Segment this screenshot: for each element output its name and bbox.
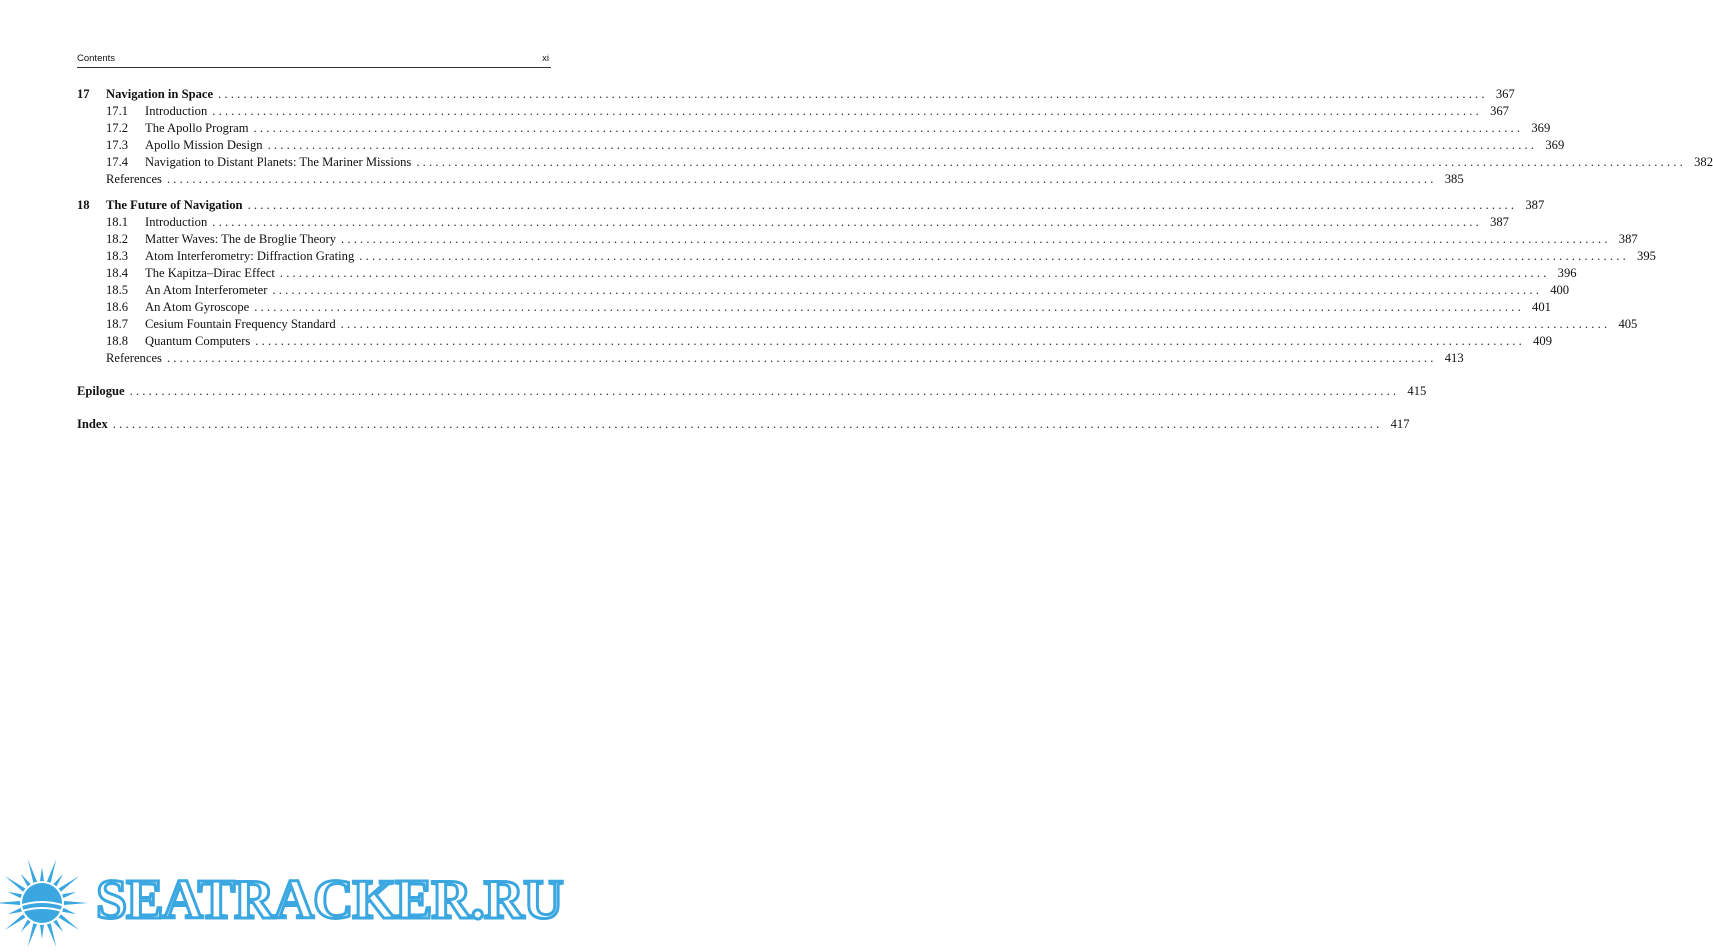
section-title: Apollo Mission Design — [145, 138, 263, 152]
dot-leader: ........................................................................................................................................................................................................ — [247, 198, 1518, 212]
toc-epilogue[interactable] — [77, 383, 1427, 400]
dot-leader: ........................................................................................................................................................................................................ — [341, 232, 1611, 246]
section-title: Cesium Fountain Frequency Standard — [145, 317, 336, 331]
toc-section-18-3[interactable] — [77, 248, 1656, 265]
section-number: 18.8 — [106, 334, 129, 348]
section-title: An Atom Interferometer — [145, 283, 268, 297]
page-ref: 401 — [1532, 300, 1551, 314]
section-number: 17.3 — [106, 138, 129, 152]
section-number: 18.7 — [106, 317, 129, 331]
section-title: Introduction — [145, 215, 208, 229]
dot-leader: ........................................................................................................................................................................................................ — [416, 155, 1686, 169]
toc-section-18-7[interactable] — [77, 316, 1638, 333]
running-header — [77, 51, 551, 68]
dot-leader: ........................................................................................................................................................................................................ — [129, 384, 1400, 398]
page-ref: 409 — [1533, 334, 1552, 348]
section-title: Quantum Computers — [145, 334, 251, 348]
page-ref: 367 — [1495, 87, 1515, 101]
page-ref: 385 — [1444, 172, 1464, 186]
toc-section-18-1[interactable] — [77, 214, 1509, 231]
dot-leader: ........................................................................................................................................................................................................ — [166, 351, 1437, 365]
page-ref: 396 — [1557, 266, 1577, 280]
toc-section-17-2[interactable] — [77, 120, 1551, 137]
toc-references-17[interactable] — [77, 171, 1464, 188]
toc-section-18-6[interactable] — [77, 299, 1551, 316]
toc-section-17-1[interactable] — [77, 103, 1509, 120]
dot-leader: ........................................................................................................................................................................................................ — [359, 249, 1629, 263]
toc-chapter-17[interactable] — [77, 86, 1515, 103]
spacer — [77, 367, 551, 383]
page-ref: 387 — [1490, 215, 1509, 229]
dot-leader: ........................................................................................................................................................................................................ — [166, 172, 1437, 186]
index-title: Index — [77, 417, 108, 431]
page-ref: 369 — [1531, 121, 1551, 135]
toc-section-17-4[interactable] — [77, 154, 1713, 171]
sun-logo-icon — [0, 855, 100, 952]
section-title: Matter Waves: The de Broglie Theory — [145, 232, 336, 246]
section-title: The Apollo Program — [145, 121, 249, 135]
toc-index[interactable] — [77, 416, 1410, 433]
dot-leader: ........................................................................................................................................................................................................ — [112, 417, 1383, 431]
dot-leader: ........................................................................................................................................................................................................ — [340, 317, 1611, 331]
section-number: 18.6 — [106, 300, 129, 314]
section-title: The Kapitza–Dirac Effect — [145, 266, 275, 280]
dot-leader: ........................................................................................................................................................................................................ — [255, 334, 1525, 348]
page-ref: 382 — [1694, 155, 1713, 169]
section-title: Introduction — [145, 104, 208, 118]
page-ref: 395 — [1637, 249, 1656, 263]
watermark-text: SEATRACKER.RU — [96, 869, 563, 931]
page-ref: 387 — [1618, 232, 1638, 246]
page-ref: 405 — [1618, 317, 1638, 331]
dot-leader: ........................................................................................................................................................................................................ — [254, 300, 1524, 314]
dot-leader: ........................................................................................................................................................................................................ — [253, 121, 1524, 135]
table-of-contents — [77, 86, 1713, 433]
toc-section-18-8[interactable] — [77, 333, 1552, 350]
section-number: 18.2 — [106, 232, 129, 246]
dot-leader: ........................................................................................................................................................................................................ — [279, 266, 1550, 280]
section-number: 17.2 — [106, 121, 129, 135]
dot-leader: ........................................................................................................................................................................................................ — [212, 104, 1482, 118]
spacer — [77, 188, 551, 197]
toc-section-18-5[interactable] — [77, 282, 1570, 299]
section-number: 18.1 — [106, 215, 129, 229]
epilogue-title: Epilogue — [77, 384, 125, 398]
chapter-title: Navigation in Space — [106, 87, 214, 101]
dot-leader: ........................................................................................................................................................................................................ — [267, 138, 1538, 152]
chapter-number: 17 — [77, 87, 90, 101]
section-number: 18.5 — [106, 283, 129, 297]
toc-references-18[interactable] — [77, 350, 1464, 367]
page-number: xi — [542, 53, 549, 64]
page-ref: 367 — [1490, 104, 1509, 118]
section-title: Atom Interferometry: Diffraction Grating — [145, 249, 355, 263]
toc-section-18-2[interactable] — [77, 231, 1638, 248]
page-ref: 417 — [1390, 417, 1410, 431]
section-number: 17.1 — [106, 104, 129, 118]
page-ref: 415 — [1407, 384, 1427, 398]
section-title: An Atom Gyroscope — [145, 300, 250, 314]
section-number: 18.4 — [106, 266, 129, 280]
running-header-title: Contents — [77, 53, 116, 64]
page-ref: 413 — [1444, 351, 1464, 365]
dot-leader: ........................................................................................................................................................................................................ — [272, 283, 1543, 297]
page-ref: 387 — [1525, 198, 1545, 212]
toc-chapter-18[interactable] — [77, 197, 1545, 214]
toc-section-17-3[interactable] — [77, 137, 1565, 154]
toc-section-18-4[interactable] — [77, 265, 1577, 282]
page-ref: 400 — [1550, 283, 1570, 297]
spacer — [77, 400, 551, 416]
watermark — [0, 855, 628, 952]
references-title: References — [106, 172, 162, 186]
references-title: References — [106, 351, 162, 365]
dot-leader: ........................................................................................................................................................................................................ — [218, 87, 1488, 101]
chapter-title: The Future of Navigation — [106, 198, 243, 212]
chapter-number: 18 — [77, 198, 90, 212]
dot-leader: ........................................................................................................................................................................................................ — [212, 215, 1482, 229]
section-title: Navigation to Distant Planets: The Mariner Missions — [145, 155, 412, 169]
section-number: 18.3 — [106, 249, 129, 263]
section-number: 17.4 — [106, 155, 129, 169]
page-ref: 369 — [1545, 138, 1565, 152]
